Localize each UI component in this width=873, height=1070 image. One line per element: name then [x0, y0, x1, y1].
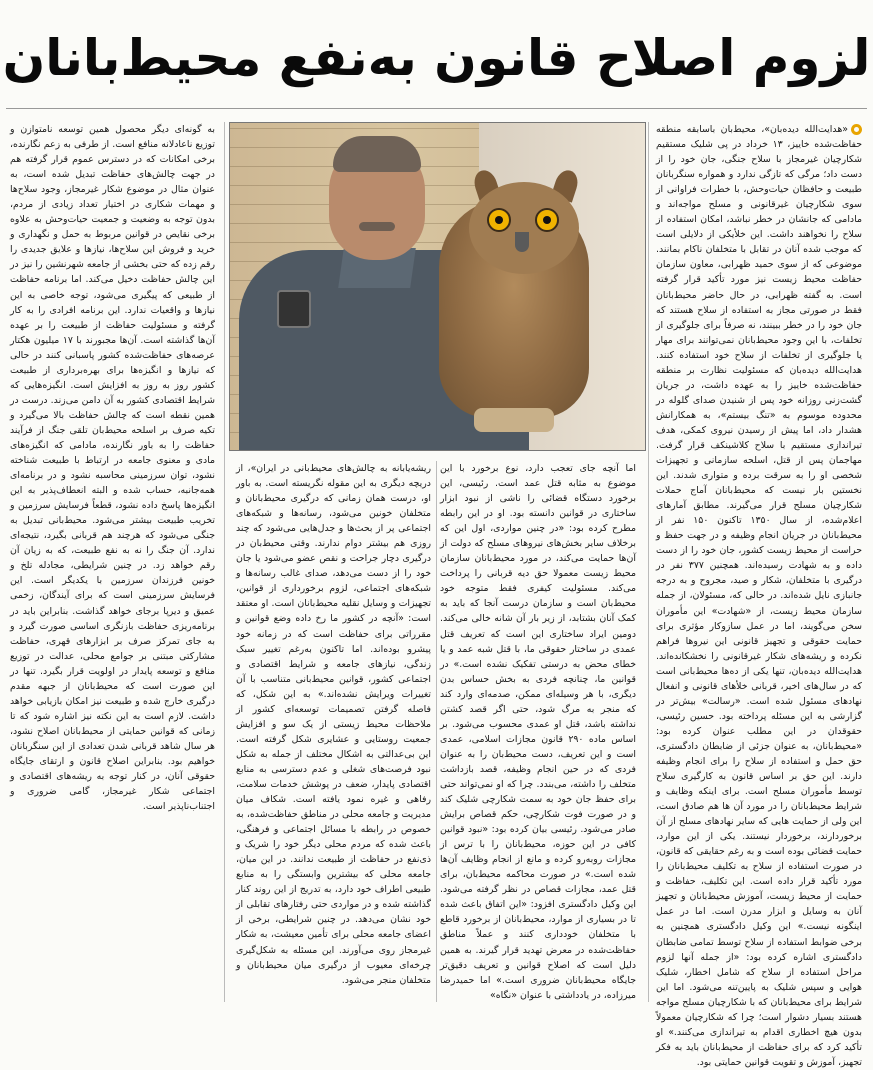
- owl-eye-icon: [535, 208, 559, 232]
- owl-eye-icon: [487, 208, 511, 232]
- ranger-badge-icon: [277, 290, 311, 328]
- ranger-hair: [333, 136, 421, 172]
- ranger-with-owl-photo: [229, 122, 646, 451]
- owl-face: [469, 182, 579, 274]
- article-column-left: [10, 122, 215, 1002]
- headline: لزوم اصلاح قانون به‌نفع محیط‌بانان: [2, 29, 871, 87]
- article-column-right: [656, 122, 863, 1068]
- column-divider: [224, 122, 225, 1002]
- column-right-text: «هدایت‌الله دیده‌بان»، محیط‌بان باسابقه منطقه حفاظت‌شده خاییز، ۱۳ خرداد در پی شلیک مستقیم شکارچیان غیرمجاز با سلاح جنگی، جان خود را از دست داد؛ مرگی که تازگی ندارد و همواره سنگربانان طبیعت و حافظان حیات‌وحش، با خطرات فراوانی از سوی شکارچیان غیرقانونی و مسلح مواجه‌اند و مادامی که جانشان در خطر نباشد، امکان استفاده از سلاح را نخواهند داشت. این خلأیکی از دلایلی است که موجب شده آنان در تقابل با متخلفان ناکام بمانند. موضوعی که از سوی حمید ظهرابی، معاون سازمان حفاظت محیط زیست نیز مورد تأکید قرار گرفته است. به گفته ظهرابی، در حال حاضر محیط‌بانان فقط در صورتی مجاز به استفاده از سلاح هستند که جان خود را در خطر ببینند، نه صرفاً برای جلوگیری از تخلفات، با این وجود محیط‌بانان نمی‌توانند برای مهار یا جلوگیری از تخلفات از سلاح خود استفاده کنند. هدایت‌الله دیده‌بان که مسئولیت نظارت بر منطقه حفاظت‌شده خاییز را به عهده داشت، در جریان گشت‌زنی روزانه خود پس از شنیدن صدای گلوله در محدوده موسوم به «تنگ بیستم»، به همکارانش هشدار داد، اما پیش از رسیدن نیروی کمکی، هدف تیراندازی مستقیم با سلاح کلاشینکف قرار گرفت. مهاجمان پس از قتل، اسلحه سازمانی و تجهیزات شخصی او را به سرقت برده و متواری شدند. این نخستین بار نیست که محیط‌بانان آماج حملات شکارچیان مسلح قرار می‌گیرند. مطابق آمارهای اعلام‌شده، از سال ۱۳۵۰ تاکنون ۱۵۰ نفر از محیط‌بانان در جریان انجام وظیفه و در جهت حفظ و حراست از محیط زیست کشور، جان خود را از دست داده و به شهادت رسیده‌اند. همچنین ۳۷۷ نفر در درگیری با متخلفان، شکار و صید، مجروح و به درجه جانبازی نایل شده‌اند. در حالی که، مسئولان، از جمله سازمان محیط زیست، از «شهادت» این مأموران سخن می‌گویند، اما در عمل سازوکار مؤثری برای حمایت حقوقی و تجهیز قانونی این نیروها فراهم نکرده و ریشه‌های شکار غیرقانونی را نخشکانده‌اند. هدایت‌الله دیده‌بان، تنها یکی از ده‌ها محیط‌بانی است که در سال‌های اخیر، قربانی خلأهای قانونی و انفعال نهادهای مسئول شده است. «رسالت» بیش‌تر در گزارشی به این مسئله پرداخته بود. حسین رئیسی، حقوقدان در این مطلب عنوان کرده بود: «محیط‌بانان، به عنوان جزئی از ضابطان دادگستری، حق حمل و استفاده از سلاح را برای انجام وظیفه دارند. این حق بر اساس قانون به کارگیری سلاح توسط مأموران مسلح است. برای اینکه وظایف و شرایط محیط‌بانان را در مورد آن ها هم صادق است، این ولی از حمایت هایی که سایر نهادهای مسلح از آن برخوردارند، برخوردار نیستند. یکی از این موارد، حمایت قضائی بوده است و به رغم حقایقی که قانون، در صورت استفاده از سلاح به تکلیف محیط‌بانان را مورد تأکید قرار داده است. این تکلیف، حفاظت و حمایت از محیط زیست، آموزش محیط‌بانان و تجهیز آنان به وسایل و ابزار مدرن است. اما در عمل اینگونه نیست.» این وکیل دادگستری همچنین به برخی ضوابط استفاده از سلاح توسط تمامی ضابطان دادگستری اشاره کرده بود: «از جمله آنها لزوم مراحل استفاده از سلاح که شامل اخطار، شلیک هوایی و سپس شلیک به پایین‌تنه می‌شود. اما این شرایط برای محیط‌بانان که با شکارچیان مسلح مواجه هستند بسیار دشوار است؛ چرا که شکارچیان معمولاً بدون هیچ اخطاری اقدام به تیراندازی می‌کنند.» او تأکید کرد که برای حفاظت از محیط‌بانان باید به فکر تجهیز، آموزش و تقویت قوانین حمایتی بود.: [656, 124, 863, 1068]
- column-mid-left-text: ریشه‌یابانه به چالش‌های محیط‌بانی در ایران»، از دریچه دیگری به این مقوله نگریسته است. به باور او، درست همان زمانی که درگیری محیط‌بانان و متخلفان خونین می‌شود، رسانه‌ها و شبکه‌های اجتماعی پر از بحث‌ها و جدل‌هایی می‌شود که چند روزی هم بیشتر دوام ندارند. وقتی محیط‌بان در درگیری دچار جراحت و نقص عضو می‌شود یا جان خود را از دست می‌دهد، صدای غالب رسانه‌ها و شبکه‌های اجتماعی، لزوم برخورداری از قوانین، تجهیزات و وسایل نقلیه محیط‌بانان است. او معتقد است: «آنچه در کشور ما رخ داده وضع قوانین و مقرراتی برای حفاظت است که در زمانه خود پیشرو بوده‌اند. اما تاکنون به‌رغم تغییر سبک زندگی، نیازهای جامعه و شرایط اقتصادی و اجتماعی کشور، قوانین محیط‌بانی متناسب با آن تغییرات ویرایش نشده‌اند.» به این شکل، که فاصله گرفتن تصمیمات توسعه‌ای کشور از ملاحظات محیط زیستی از یک سو و افزایش جمعیت روستایی و عشایری شکل گرفته است. این بی‌عدالتی به اشکال مختلف از جمله به شکل نبود فرصت‌های شغلی و عدم دسترسی به منابع اقتصادی پایدار، ضعف در پوشش خدمات سلامت، رفاهی و غیره نمود یافته است. شکاف میان مدیریت و جامعه محلی در مناطق حفاظت‌شده، به خصوص در رابطه با مسائل اجتماعی و فرهنگی، باعث شده که مردم محلی دیگر خود را شریک و ذی‌نفع در حفاظت از طبیعت ندانند. در این میان، جامعه محلی که بیشترین وابستگی را به منابع طبیعی اطراف خود دارد، به تدریج از این روند کنار گذاشته شده و در مواردی حتی رفتارهای تقابلی از خود نشان می‌دهد. در چنین شرایطی، برخی از اعضای جامعه محلی برای تأمین معیشت، به شکار غیرمجاز روی می‌آورند. این مسئله به شکل‌گیری چرخه‌ای معیوب از درگیری میان محیط‌بانان و متخلفان منجر می‌شود.: [236, 463, 431, 986]
- column-divider: [436, 461, 437, 1002]
- column-left-text: به گونه‌ای دیگر محصول همین توسعه نامتوازن و توزیع ناعادلانه منافع است. از طرفی به زعم نگارنده، برخی امکانات که در دسترس عموم قرار گرفته هم در جهت چالش‌های حفاظت تبدیل شده است، به عنوان مثال در موضوع شکار غیرمجاز، وجود سلاح‌ها و مهمات شکاری در اختیار تعداد زیادی از مردم، بدون توجه به وضعیت و جمعیت حیات‌وحش به علاوه برخی نقایص در قوانین مربوط به حمل و نگهداری و خرید و فروش این سلاح‌ها، نیازها و علایق جدیدی را رقم زده که حتی بخشی از جامعه شهرنشین را نیز در این چالش حفاظت دخیل می‌کند. اما برنامه حفاظت از طبیعی که پیگیری می‌شود، توجه خاصی به این نیازها و واقعیات ندارد. این برنامه افرادی را به کار گرفته و مسئولیت حفاظت از طبیعت را بر عهده آن‌ها گذاشته است. آن‌ها مجبورند با ۱۷ میلیون هکتار عرصه‌های حفاظت‌شده کشور پاسبانی کنند در حالی که نیازها و انگیزه‌ها برای بهره‌برداری از طبیعت کشور روز به روز به افزایش است. انگیزه‌هایی که شرایط اقتصادی کشور به آن دامن می‌زند. درست در همین نقطه است که چالش حفاظت بالا می‌گیرد و تکیه صرف بر اسلحه محیط‌بان تلقی جنگ از فرآیند حفاظت را به باور نگارنده، مادامی که انگیزه‌های مادی و معنوی جامعه در ارتباط با طبیعت شناخته نشود، توان سرزمینی محاسبه نشود و در برنامه‌ای همه‌جانبه، حساب شده و البته انعطاف‌پذیر به این انگیزه‌ها پاسخ داده نشود، قطعاً فرسایش سرزمین و تخریب طبیعت بیشتر می‌شود. محیط‌بانی تبدیل به جنگی می‌شود که هرچند هم قربانی بگیرد، نتیجه‌ای ندارد. آن جنگ را نه به نفع طبیعت، که به زیان آن رقم خواهد زد. در چنین شرایطی، مجادله تلخ و خونین فرزندان سرزمین با یکدیگر است. این فرسایش سرزمینی است که برای آیندگان، زخمی عمیق و دیرپا برجای خواهد گذاشت. بنابراین باید در برنامه‌ریزی حفاظت بازنگری اساسی صورت گیرد و به جای تمرکز صرف بر ابزارهای قهری، حفاظت مشارکتی مبتنی بر جوامع محلی، عدالت در توزیع منافع و توسعه پایدار در اولویت قرار بگیرد. تنها در این صورت است که محیط‌بانان از جبهه مقدم درگیری خارج شده و طبیعت نیز امکان بازیابی خواهد داشت. لازم است به این نکته نیز اشاره شود که تا زمانی که قوانین حمایتی از محیط‌بانان اصلاح نشود، هر سال شاهد قربانی شدن تعدادی از این سنگربانان خواهیم بود. بنابراین اصلاح قانون و ارتقای جایگاه حقوقی آنان، در کنار توجه به ریشه‌های اقتصادی و اجتماعی شکار غیرمجاز، گامی ضروری و اجتناب‌ناپذیر است.: [10, 124, 216, 813]
- owl-feet: [474, 408, 554, 432]
- ranger-mustache: [359, 222, 395, 231]
- article-column-mid-right: [440, 461, 636, 1002]
- article-column-mid-left: [236, 461, 431, 1002]
- column-divider: [648, 122, 649, 1002]
- publication-logo-icon: [851, 124, 862, 135]
- owl-beak: [515, 232, 529, 252]
- column-mid-right-text: اما آنچه جای تعجب دارد، نوع برخورد با این موضوع به مثابه قتل عمد است. رئیسی، این برخورد دستگاه قضائی را ناشی از نبود ابزار ساختاری در قوانین دانسته بود. او در این رابطه مطرح کرده بود: «در چنین مواردی، اول این که برخلاف سایر بخش‌های نیروهای مسلح که دولت از آن‌ها حمایت می‌کند، در مورد محیط‌بانان سازمان محیط زیست معمولا حق دیه قربانی را پرداخت می‌کند. مسئولیت کیفری فقط متوجه خود محیط‌بان است و سازمان درست آنجا که باید به کمک آنان بشتابد، از زیر بار آن شانه خالی می‌کند. دومین ایراد ساختاری این است که تعریف قتل عمدی در ساختار حقوقی ما، با قتل شبه عمد و یا خطای محض به درستی تفکیک نشده است.» در قوانین ما، چنانچه فردی به بخش حساس بدن دیگری، با هر وسیله‌ای ممکن، صدمه‌ای وارد کند که منجر به مرگ شود، حتی اگر قصد کشتن نداشته باشد، قتل او عمدی محسوب می‌شود. بر اساس ماده ۲۹۰ قانون مجازات اسلامی، عمدی است و این تعریف، دست محیط‌بان را به عنوان فردی که در حین انجام وظیفه، قصد بازداشت متخلف را داشته، می‌بندد. چرا که او نمی‌تواند حتی برای حفظ جان خود به سمت شکارچی شلیک کند و در صورت فوت شکارچی، حکم قصاص برایش صادر می‌شود. رئیسی بیان کرده بود: «نبود قوانین کافی در این حوزه، محیط‌بانان را با ترس از مجازات روبه‌رو کرده و مانع از انجام وظایف آن‌ها شده است.» در صورت محاکمه محیط‌بان، برای قتل عمد، مجازات قصاص در نظر گرفته می‌شود. این وکیل دادگستری افزود: «این اتفاق باعث شده تا در بسیاری از موارد، محیط‌بانان از برخورد قاطع با متخلفان خودداری کنند و عملاً مناطق حفاظت‌شده در معرض تهدید قرار گیرند. به همین دلیل است که اصلاح قوانین و تعریف دقیق‌تر جایگاه محیط‌بانان ضروری است.» اما حمیدرضا میرزاده، در یادداشتی با عنوان «نگاه»: [440, 463, 636, 1001]
- headline-rule: [6, 108, 867, 109]
